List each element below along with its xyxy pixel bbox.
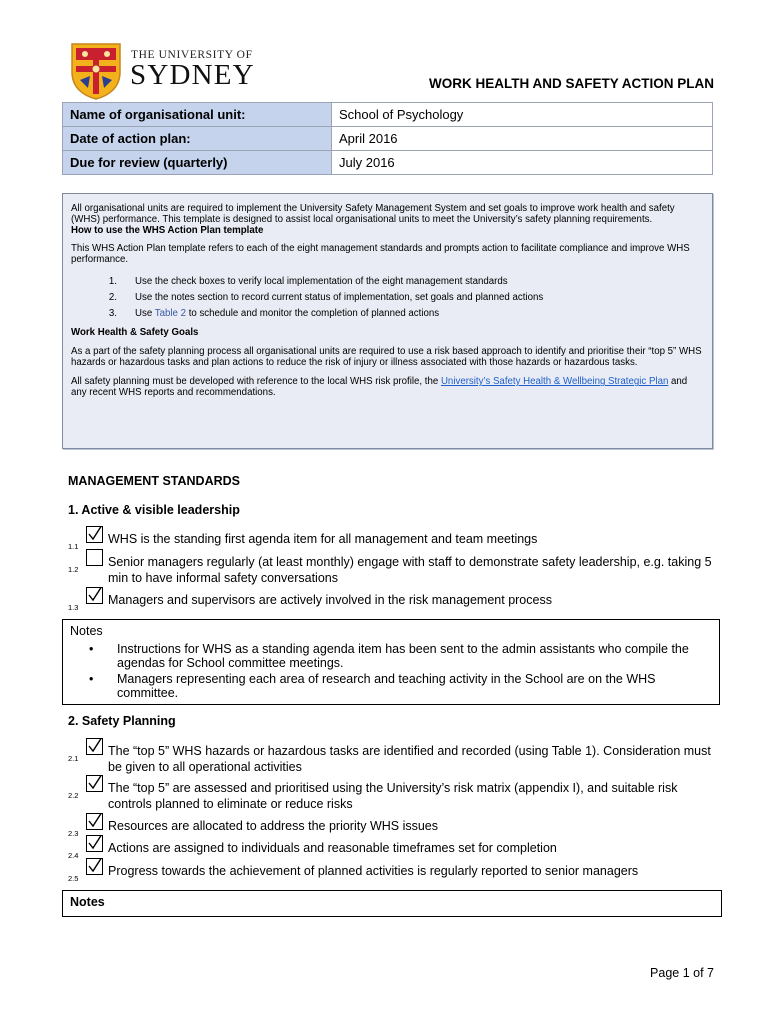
logo-line1: THE UNIVERSITY OF [131,49,253,61]
list-item [71,308,704,319]
section-2-heading: 2. Safety Planning [68,714,176,728]
item-text: Managers and supervisors are actively involved in the risk management process [108,593,552,607]
section-2-notes-box [62,890,722,917]
page-number: Page 1 of 7 [650,966,714,980]
checked-checkbox-icon[interactable] [86,738,103,755]
p4-post: and any recent WHS reports and recommendations. [71,376,688,399]
item-text: Senior managers regularly (at least monthly) engage with staff to demonstrate safety leadership, e.g. taking 5 min to have informal safety conversations [108,555,712,585]
list-item [87,672,707,700]
item-text: WHS is the standing first agenda item for all management and team meetings [108,532,538,546]
notes-label: Notes [70,624,103,638]
item-number: 2.2 [68,791,79,800]
item-number: 2.4 [68,851,79,860]
strategic-plan-link[interactable]: University’s Safety Health & Wellbeing Strategic Plan [440,376,669,388]
step-number: 2. [108,292,117,304]
unchecked-checkbox-icon[interactable] [86,549,103,566]
review-date-label: Due for review (quarterly) [63,151,332,175]
item-number: 1.2 [68,565,79,574]
table-row [63,127,713,151]
plan-date-label: Date of action plan: [63,127,332,151]
item-number: 2.1 [68,754,79,763]
step-text: Use the check boxes to verify local implementation of the eight management standards [135,276,508,288]
bullet-icon: • [89,672,94,686]
review-date-value: July 2016 [332,151,713,175]
org-unit-value: School of Psychology [332,103,713,127]
info-table [62,102,713,175]
list-item [71,292,704,303]
list-item [71,276,704,287]
checked-checkbox-icon[interactable] [86,835,103,852]
notes-list [87,642,707,700]
item-number: 2.3 [68,829,79,838]
item-text: The “top 5” WHS hazards or hazardous tasks are identified and recorded (using Table 1). Consideration must be given to all operational activities [108,744,711,774]
item-text: The “top 5” are assessed and prioritised using the University’s risk matrix (appendix I), and suitable risk controls planned to eliminate or reduce risks [108,781,678,811]
section-1-heading: 1. Active & visible leadership [68,503,240,517]
bullet-icon: • [89,642,94,656]
section-1-notes-box [62,619,720,705]
item-text: Resources are allocated to address the priority WHS issues [108,819,439,833]
checked-checkbox-icon[interactable] [86,858,103,875]
intro-paragraph [71,376,704,398]
table-2-reference: Table 2 [154,308,186,320]
step-text-pre: Use [135,308,155,320]
logo-line2: SYDNEY [130,59,255,91]
university-crest-icon [68,42,124,100]
table-row [63,103,713,127]
intro-box [62,193,713,449]
goals-heading: Work Health & Safety Goals [71,326,199,338]
step-number: 3. [108,308,117,320]
plan-date-value: April 2016 [332,127,713,151]
management-standards-heading: MANAGEMENT STANDARDS [68,474,240,488]
step-text: Use the notes section to record current status of implementation, set goals and planned actions [135,292,544,304]
intro-paragraph: All organisational units are required to implement the University Safety Management System and set goals to improve work health and safety (WHS) performance. This template is designed to assist local organisational units to meet the University’s safety planning requirements. [71,203,675,226]
steps-list [71,276,704,320]
item-number: 1.3 [68,603,79,612]
university-logo [68,42,255,100]
list-item [87,642,707,670]
org-unit-label: Name of organisational unit: [63,103,332,127]
item-text: Actions are assigned to individuals and reasonable timeframes set for completion [108,841,557,855]
note-text: Instructions for WHS as a standing agenda item has been sent to the admin assistants who compile the agendas for School committee meetings. [117,642,689,670]
intro-paragraph: As a part of the safety planning process all organisational units are required to use a risk based approach to identify and prioritise their “top 5” WHS hazards or hazardous tasks and plan actions to reduce the risk of injury or illness associated with those hazards or hazardous tasks. [71,345,702,369]
item-number: 2.5 [68,874,79,883]
how-to-heading: How to use the WHS Action Plan template [71,225,264,237]
item-text: Progress towards the achievement of planned activities is regularly reported to senior managers [108,864,639,878]
document-title: WORK HEALTH AND SAFETY ACTION PLAN [429,76,714,91]
checked-checkbox-icon[interactable] [86,526,103,543]
note-text: Managers representing each area of research and teaching activity in the School are on the WHS committee. [117,672,656,700]
step-number: 1. [108,276,117,288]
table-row [63,151,713,175]
item-number: 1.1 [68,542,79,551]
checked-checkbox-icon[interactable] [86,587,103,604]
step-text [135,308,439,319]
checked-checkbox-icon[interactable] [86,775,103,792]
notes-label: Notes [70,895,105,909]
p4-pre: All safety planning must be developed with reference to the local WHS risk profile, the [71,376,441,388]
checked-checkbox-icon[interactable] [86,813,103,830]
intro-paragraph: This WHS Action Plan template refers to each of the eight management standards and prompts action to facilitate compliance and improve WHS performance. [71,242,690,265]
step-text-post: to schedule and monitor the completion of planned actions [186,308,440,320]
